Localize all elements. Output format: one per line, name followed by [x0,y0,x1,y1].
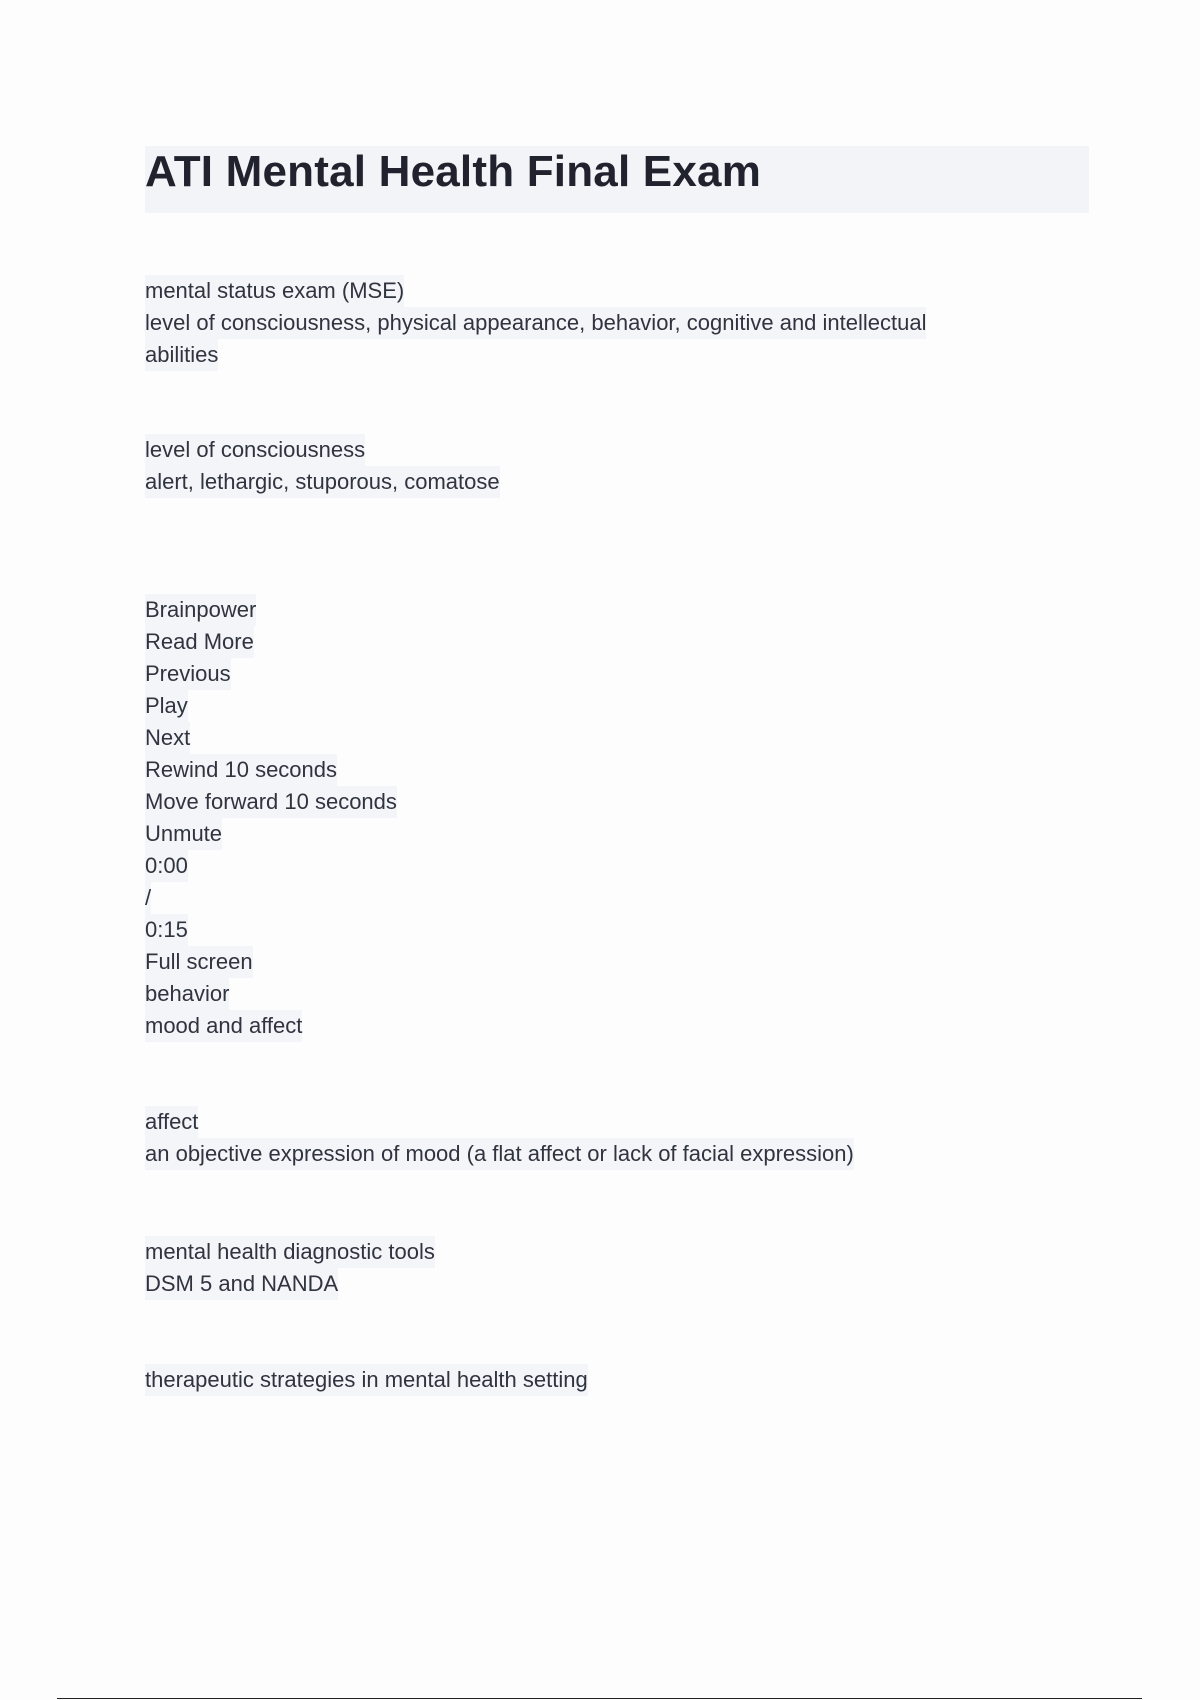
video-brand-label: Brainpower [145,594,256,626]
flashcard-term: mental health diagnostic tools [145,1236,435,1268]
flashcard-entry [145,434,1045,498]
flashcard-entry [145,1364,1045,1396]
current-time: 0:00 [145,850,188,882]
duration-time: 0:15 [145,914,188,946]
previous-button[interactable]: Previous [145,658,231,690]
time-separator: / [145,882,151,914]
flashcard-definition: an objective expression of mood (a flat affect or lack of facial expression) [145,1138,854,1170]
video-player-text-block [145,594,1045,1042]
flashcard-definition: DSM 5 and NANDA [145,1268,338,1300]
flashcard-term: level of consciousness [145,434,365,466]
rewind-button[interactable]: Rewind 10 seconds [145,754,337,786]
flashcard-term: mental status exam (MSE) [145,275,404,307]
flashcard-term: affect [145,1106,198,1138]
flashcard-entry [145,1106,1045,1170]
flashcard-entry [145,1236,1045,1300]
flashcard-definition: alert, lethargic, stuporous, comatose [145,466,500,498]
fullscreen-button[interactable]: Full screen [145,946,253,978]
document-title: ATI Mental Health Final Exam [145,147,762,196]
flashcard-definition: level of consciousness, physical appearance, behavior, cognitive and intellectual [145,307,926,339]
page-bottom-rule [57,1698,1142,1699]
next-button[interactable]: Next [145,722,190,754]
flashcard-definition: mood and affect [145,1010,302,1042]
flashcard-term: therapeutic strategies in mental health setting [145,1364,588,1396]
flashcard-term: behavior [145,978,229,1010]
play-button[interactable]: Play [145,690,188,722]
read-more-link[interactable]: Read More [145,626,254,658]
flashcard-definition: abilities [145,339,218,371]
flashcard-entry [145,275,1045,371]
unmute-button[interactable]: Unmute [145,818,222,850]
forward-button[interactable]: Move forward 10 seconds [145,786,397,818]
